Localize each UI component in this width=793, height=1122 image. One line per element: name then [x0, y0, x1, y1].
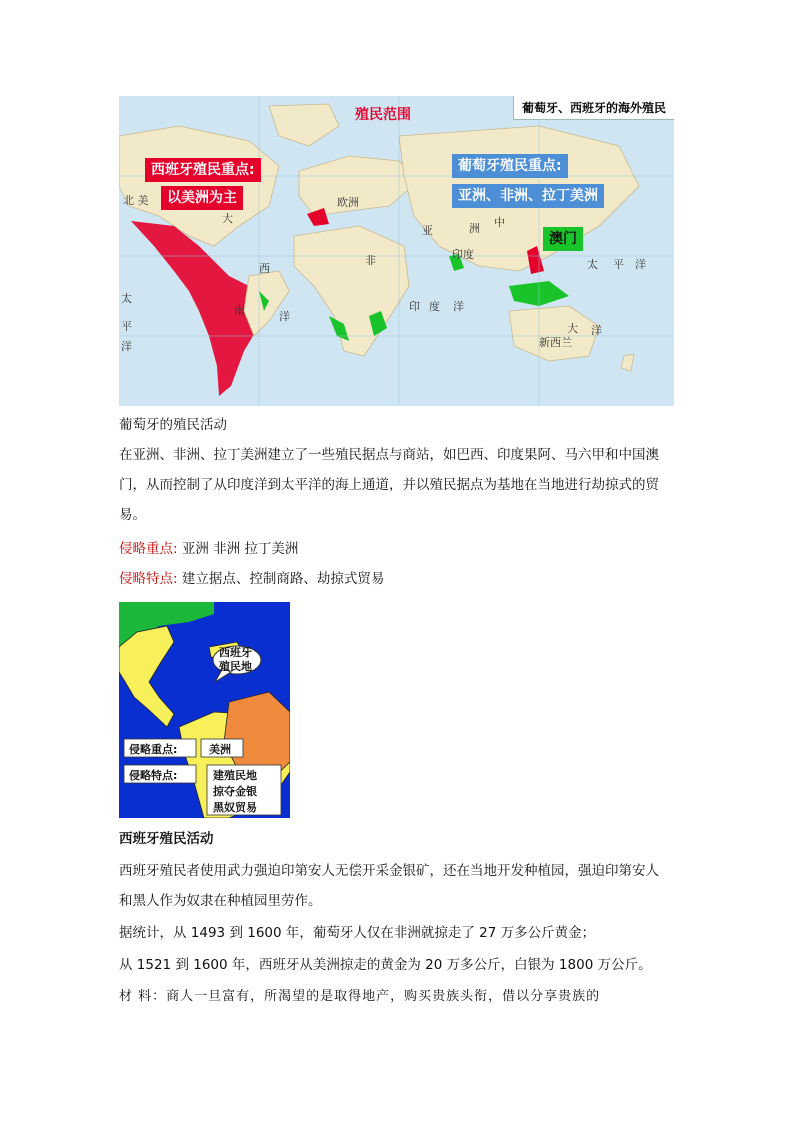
spain-body-line2: 和黑人作为奴隶在种植园里劳作。: [119, 893, 322, 909]
spain-focus-value: 以美洲为主: [161, 186, 243, 210]
portugal-body-line1: 在亚洲、非洲、拉丁美洲建立了一些殖民据点与商站，如巴西、印度果阿、马六甲和中国澳: [119, 447, 659, 463]
portugal-trait-label-text: 侵略特点:: [119, 571, 178, 587]
spain-focus-label: 侵略重点:: [129, 743, 178, 756]
portugal-trait-row: [119, 568, 384, 590]
geo-europe: 欧洲: [337, 196, 359, 209]
americas-map-graphic: [119, 602, 290, 818]
spanish-colonies-map: [119, 602, 290, 818]
geo-atlantic-1: 大: [222, 212, 233, 225]
portugal-body-line2: 门，从而控制了从印度洋到太平洋的海上通道，并以殖民据点为基地在当地进行劫掠式的贸: [119, 477, 659, 493]
geo-indian-1: 印: [409, 300, 420, 313]
geo-pacific-3: 洋: [121, 340, 132, 353]
spain-colony-bubble-line1: 西班牙: [219, 646, 252, 659]
portugal-focus-value: 亚洲、非洲、拉丁美洲: [452, 184, 604, 208]
geo-pacific-e3: 洋: [635, 258, 646, 271]
geo-africa: 非: [365, 254, 376, 267]
spain-focus-label: 西班牙殖民重点:: [145, 158, 261, 182]
portugal-focus-label-text: 侵略重点:: [119, 541, 178, 557]
spain-focus-value: 美洲: [209, 743, 231, 756]
portugal-heading: 葡萄牙的殖民活动: [119, 417, 227, 433]
geo-south: 南: [234, 304, 245, 317]
stat-line2: 从 1521 到 1600 年，西班牙从美洲掠走的黄金为 20 万多公斤，白银为 1800 万公斤。: [119, 957, 652, 973]
spain-trait-value-3: 黑奴贸易: [213, 801, 257, 814]
spain-colony-bubble-line2: 殖民地: [219, 660, 252, 673]
portugal-focus-value-text: 亚洲 非洲 拉丁美洲: [177, 541, 299, 557]
geo-india: 印度: [452, 248, 474, 261]
spain-body-line1: 西班牙殖民者使用武力强迫印第安人无偿开采金银矿，还在当地开发种植园，强迫印第安人: [119, 863, 659, 879]
macau-label: 澳门: [543, 227, 583, 251]
portugal-focus-row: [119, 538, 298, 560]
portugal-focus-label: 葡萄牙殖民重点:: [452, 154, 568, 178]
geo-oceania-2: 洋: [591, 324, 602, 337]
geo-new-zealand: 新西兰: [539, 336, 572, 349]
geo-asia-2: 洲: [469, 222, 480, 235]
spain-trait-value-2: 掠夺金银: [213, 785, 257, 798]
material-quote: 材 料：商人一旦富有，所渴望的是取得地产，购买贵族头衔，借以分享贵族的: [119, 989, 601, 1004]
geo-china: 中: [494, 216, 505, 229]
geo-north-america: 北 美: [123, 194, 149, 207]
spain-trait-value-1: 建殖民地: [213, 769, 257, 782]
stat-line1: 据统计，从 1493 到 1600 年，葡萄牙人仅在非洲就掠走了 27 万多公斤黄金；: [119, 925, 596, 941]
spain-trait-label: 侵略特点:: [129, 769, 178, 782]
geo-pacific-1: 太: [121, 292, 132, 305]
portugal-trait-value-text: 建立据点、控制商路、劫掠式贸易: [177, 571, 385, 587]
geo-pacific-e2: 平: [613, 258, 624, 271]
geo-asia-1: 亚: [422, 224, 433, 237]
geo-atlantic-2: 西: [259, 262, 270, 275]
map-center-title: 殖民范围: [355, 107, 411, 123]
spain-heading: 西班牙殖民活动: [119, 831, 214, 847]
map-title: 葡萄牙、西班牙的海外殖民: [513, 96, 674, 120]
world-map-graphic: [119, 96, 674, 406]
geo-indian-3: 洋: [453, 300, 464, 313]
geo-oceania-1: 大: [567, 322, 578, 335]
geo-pacific-2: 平: [121, 320, 132, 333]
world-colonial-map: [119, 96, 674, 406]
geo-atlantic-3: 洋: [279, 310, 290, 323]
geo-indian-2: 度: [429, 300, 440, 313]
portugal-body-line3: 易。: [119, 507, 146, 523]
geo-pacific-e1: 太: [587, 258, 598, 271]
